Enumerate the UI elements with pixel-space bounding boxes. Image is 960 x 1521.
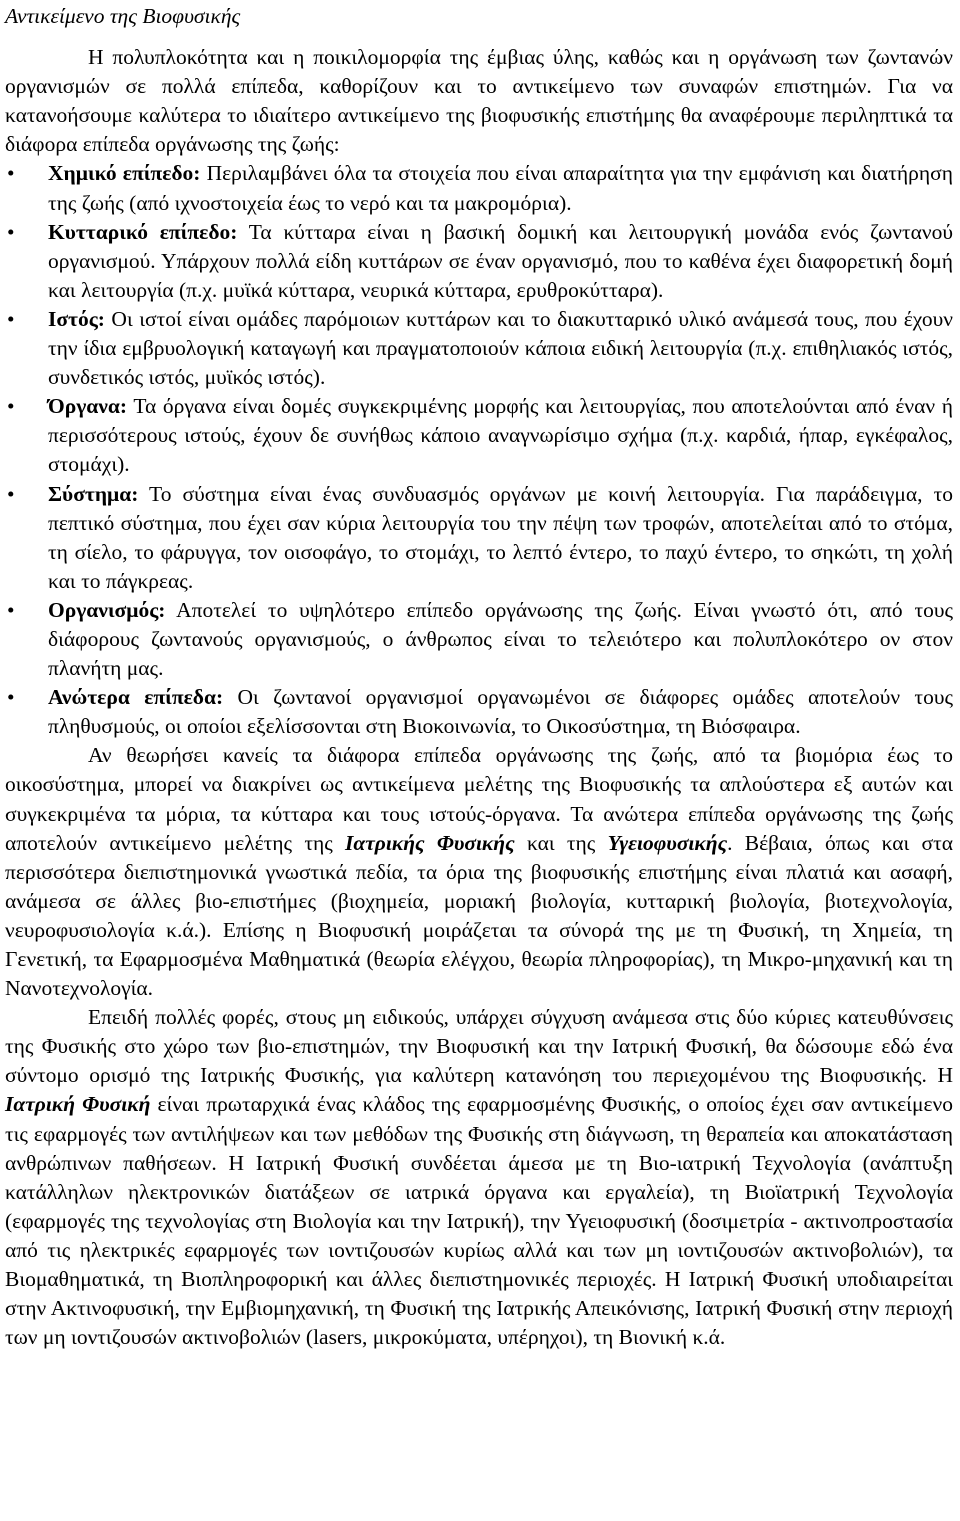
level-text: Το σύστημα είναι ένας συνδυασμός οργάνων με κοινή λειτουργία. Για παράδειγμα, το πεπτικό σύστημα, που έχει σαν κύρια λειτουργία του την πέψη των τροφών, αποτελείται από το στόμα, τη σίελο, το φάρυγγα, τον οισοφάγο, το στομάχι, το λεπτό έντερο, το παχύ έντερο, το σηκώτι, τη χολή και το πάγκρεας.: [48, 481, 953, 593]
bullet-icon: •: [7, 685, 15, 710]
level-text: Τα όργανα είναι δομές συγκεκριμένης μορφής και λειτουργίας, που αποτελούνται από έναν ή περισσότερους ιστούς, έχουν δε συνήθως κάποιο αναγνωρίσιμο σχήμα (π.χ. καρδιά, ήπαρ, εγκέφαλος, στομάχι).: [48, 394, 953, 477]
biophysics-scope-paragraph: [5, 741, 953, 1003]
medical-physics-paragraph: [5, 1003, 953, 1352]
list-item: [5, 596, 953, 683]
level-term: Όργανα:: [48, 394, 128, 419]
list-item: [5, 159, 953, 217]
bullet-icon: •: [7, 306, 15, 331]
bullet-icon: •: [7, 394, 15, 419]
list-item: [5, 392, 953, 479]
organization-levels-list: [5, 159, 953, 741]
intro-paragraph: Η πολυπλοκότητα και η ποικιλομορφία της έμβιας ύλης, καθώς και η οργάνωση των ζωντανών οργανισμών σε πολλά επίπεδα, καθορίζουν και το αντικείμενο των συναφών επιστημών. Για να κατανοήσουμε καλύτερα το ιδιαίτερο αντικείμενο της βιοφυσικής επιστήμης θα αναφέρουμε περιληπτικά τα διάφορα επίπεδα οργάνωσης της ζωής:: [5, 45, 953, 157]
level-text: Οι ζωντανοί οργανισμοί οργανωμένοι σε διάφορες ομάδες αποτελούν τους πληθυσμούς, οι οποίοι εξελίσσονται στη Βιοκοινωνία, το Οικοσύστημα, τη Βιόσφαιρα.: [48, 685, 953, 739]
level-text: Τα κύτταρα είναι η βασική δομική και λειτουργική μονάδα ενός ζωντανού οργανισμού. Υπάρχουν πολλά είδη κυττάρων σε έναν οργανισμό, που το καθένα έχει διαφορετική δομή και λειτουργία (π.χ. μυϊκά κύτταρα, νευρικά κύτταρα, ερυθροκύτταρα).: [48, 219, 953, 302]
level-term: Ιστός:: [48, 306, 105, 331]
level-text: Οι ιστοί είναι ομάδες παρόμοιων κυττάρων και το διακυτταρικό υλικό ανάμεσά τους, που έχουν την ίδια εμβρυολογική καταγωγή και πραγματοποιούν κάποια ειδική λειτουργία (π.χ. επιθηλιακός ιστός, συνδετικός ιστός, μυϊκός ιστός).: [48, 306, 953, 390]
document-page: [0, 2, 960, 1352]
paragraph-text: είναι πρωταρχικά ένας κλάδος της εφαρμοσμένης Φυσικής, ο οποίος έχει σαν αντικείμενο τις εφαρμογές των αντιλήψεων και των μεθόδων της Φυσικής στη διάγνωση, τη θεραπεία και αποκατάσταση ανθρώπινων παθήσεων. Η Ιατρική Φυσική συνδέεται άμεσα με τη Βιο-ιατρική Τεχνολογία (ανάπτυξη κατάλληλων ηλεκτρονικών διατάξεων σε ιατρικά όργανα και εργαλεία), τη Βιοϊατρική Τεχνολογία (εφαρμογές της τεχνολογίας στη Βιολογία και την Ιατρική), την Υγειοφυσική (δοσιμετρία - ακτινοπροστασία από τις ηλεκτρικές εφαρμογές των ιοντιζουσών κυρίως αλλά και των μη ιοντιζουσών ακτινοβολιών), τα Βιομαθηματικά, τη Βιοπληροφορική και άλλες διεπιστημονικές περιοχές. Η Ιατρική Φυσική υποδιαιρείται στην Ακτινοφυσική, την Εμβιομηχανική, τη Φυσική της Ιατρικής Απεικόνισης, Ιατρική Φυσική στην περιοχή των μη ιοντιζουσών ακτινοβολιών (lasers, μικροκύματα, υπέρηχοι), τη Βιονική κ.ά.: [5, 1092, 953, 1350]
level-text: Περιλαμβάνει όλα τα στοιχεία που είναι απαραίτητα για την εμφάνιση και διατήρηση της ζωής (από ιχνοστοιχεία έως το νερό και τα μακρομόρια).: [48, 161, 953, 215]
level-term: Οργανισμός:: [48, 597, 166, 622]
section-title: Αντικείμενο της Βιοφυσικής: [5, 4, 241, 28]
level-text: Αποτελεί το υψηλότερο επίπεδο οργάνωσης της ζωής. Είναι γνωστό ότι, από τους διάφορους ζωντανούς οργανισμούς, ο άνθρωπος είναι το τελειότερο και πολυπλοκότερο ον στον πλανήτη μας.: [48, 597, 953, 681]
list-item: [5, 218, 953, 305]
emphasis-term: Ιατρικής Φυσικής: [344, 830, 515, 855]
level-term: Σύστημα:: [48, 481, 139, 506]
list-item: [5, 683, 953, 741]
paragraph-text: Επειδή πολλές φορές, στους μη ειδικούς, υπάρχει σύγχυση ανάμεσα στις δύο κύριες κατευθύνσεις της Φυσικής στο χώρο των βιο-επιστημών, την Βιοφυσική και την Ιατρική Φυσική, θα δώσουμε εδώ ένα σύντομο ορισμό της Ιατρικής Φυσικής, για καλύτερη κατανόηση του περιεχομένου της Βιοφυσικής. Η: [5, 1005, 953, 1088]
level-term: Κυτταρικό επίπεδο:: [48, 219, 238, 244]
paragraph-text: και της: [514, 830, 608, 855]
bullet-icon: •: [7, 597, 15, 622]
bullet-icon: •: [7, 219, 15, 244]
level-term: Χημικό επίπεδο:: [48, 161, 201, 186]
bullet-icon: •: [7, 161, 15, 186]
list-item: [5, 480, 953, 596]
emphasis-term: Υγειοφυσικής: [607, 830, 728, 855]
paragraph-text: Αν θεωρήσει κανείς τα διάφορα επίπεδα οργάνωσης της ζωής, από τα βιομόρια έως το οικοσύστημα, μπορεί να διακρίνει ως αντικείμενα μελέτης της Βιοφυσικής τα απλούστερα εξ αυτών και συγκεκριμένα τα μόρια, τα κύτταρα και τους ιστούς-όργανα. Τα ανώτερα επίπεδα οργάνωσης της ζωής αποτελούν αντικείμενο μελέτης της: [5, 743, 953, 855]
list-item: [5, 305, 953, 392]
level-term: Ανώτερα επίπεδα:: [48, 685, 224, 710]
emphasis-term: Ιατρική Φυσική: [5, 1092, 151, 1117]
paragraph-text: . Βέβαια, όπως και στα περισσότερα διεπιστημονικά γνωστικά πεδία, τα όρια της βιοφυσικής επιστήμης είναι πλατιά και ασαφή, ανάμεσα σε άλλες βιο-επιστήμες (βιοχημεία, μοριακή βιολογία, κυτταρική βιολογία, βιοτεχνολογία, νευροφυσιολογία κ.ά.). Επίσης η Βιοφυσική μοιράζεται τα σύνορά της με τη Φυσική, τη Χημεία, τη Γενετική, τα Εφαρμοσμένα Μαθηματικά (θεωρία ελέγχου, θεωρία πληροφορίας), τη Μικρο-μηχανική και τη Νανοτεχνολογία.: [5, 830, 954, 1001]
bullet-icon: •: [7, 481, 15, 506]
